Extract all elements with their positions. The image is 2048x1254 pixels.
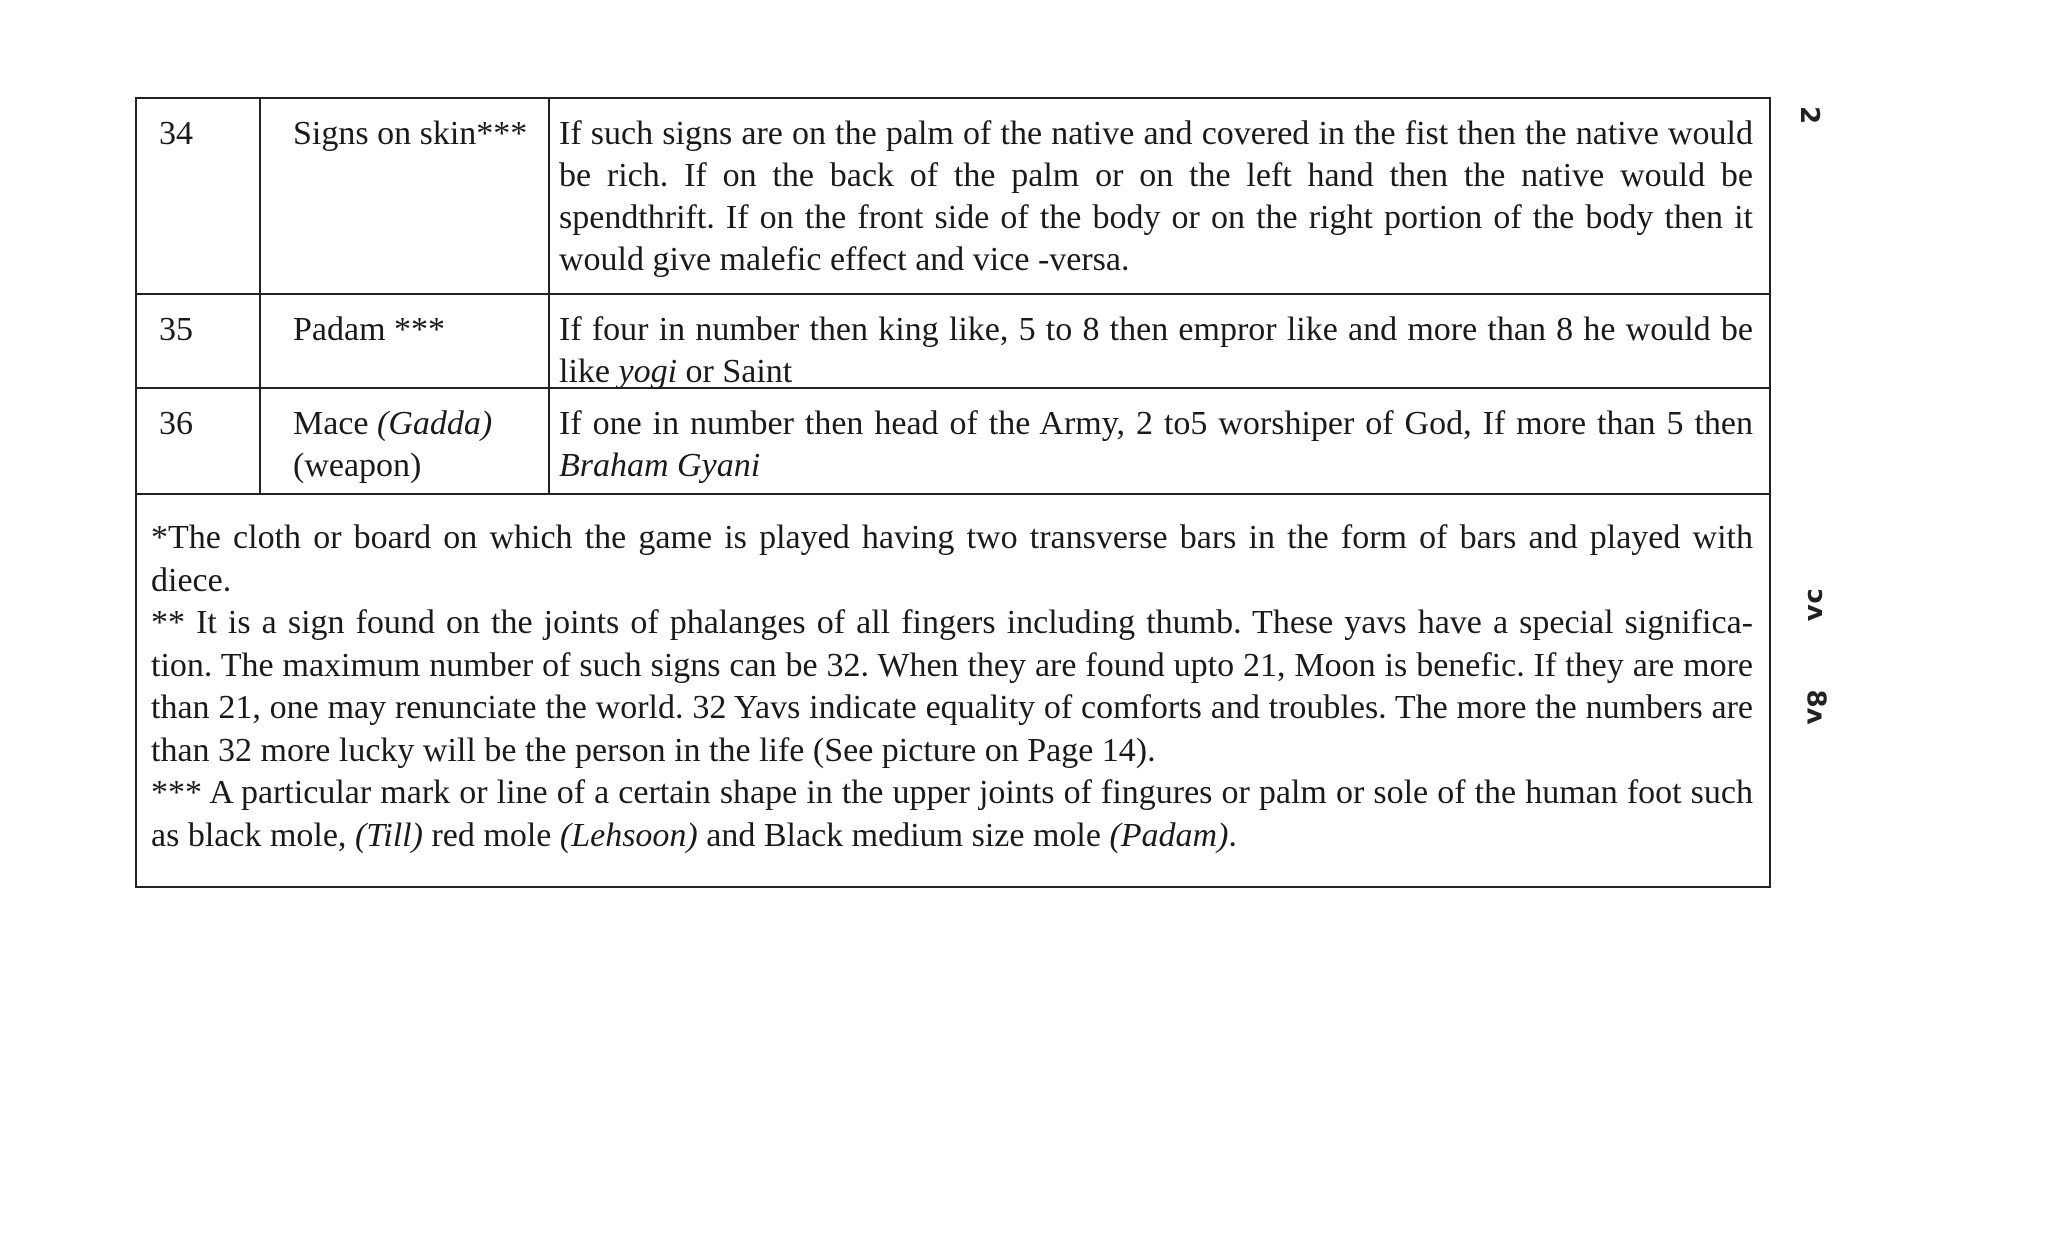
- table-row: [137, 389, 1769, 495]
- description-text: [559, 403, 1753, 487]
- footnote-3-italic-till: (Till): [354, 816, 423, 854]
- row-number: 36: [137, 389, 261, 493]
- name-pre: Mace: [293, 405, 378, 442]
- sign-description: [550, 389, 1769, 493]
- description-text: If such signs are on the palm of the native and covered in the fist then the native would be rich. If on the back of the palm or on the left hand then the native would be spendthrift. If on the front side of the body or on the right portion of the body then it would give malefic effect and vice -versa.: [559, 115, 1753, 278]
- name-italic: (Gadda): [377, 405, 493, 442]
- description-pre: If one in number then head of the Army, 2 to5 worshiper of God, If more than 5 then: [559, 405, 1753, 442]
- sign-name: Padam ***: [261, 295, 550, 387]
- description-pre: If four in number then king like, 5 to 8 then empror like and more than 8 he would be like: [559, 311, 1753, 390]
- footnote-3-end: .: [1228, 816, 1237, 854]
- sign-name: Signs on skin***: [261, 99, 550, 293]
- table-row: [137, 295, 1769, 389]
- footnote-3-pre: *** A particular mark or line of a certain shape in the upper joints of fingures or palm or sole of the human foot such as black mole,: [151, 774, 1753, 854]
- description-text: [559, 309, 1753, 393]
- row-number: 35: [137, 295, 261, 387]
- footnote-3-mid2: and Black medium size mole: [697, 816, 1110, 854]
- sign-name: [261, 389, 550, 493]
- description-italic: Braham Gyani: [559, 447, 761, 484]
- footnote-1: *The cloth or board on which the game is played having two transverse bars in the form of bars and played with diece.: [151, 519, 1753, 599]
- margin-symbol-a: ɔʌ: [1801, 588, 1832, 622]
- name-line2: (weapon): [293, 447, 422, 484]
- footnote-3-italic-padam: (Padam): [1109, 816, 1229, 854]
- description-post: or Saint: [677, 353, 793, 390]
- row-number: 34: [137, 99, 261, 293]
- footnote-3-italic-lehsoon: (Lehsoon): [559, 816, 698, 854]
- page-number-mark: 2: [1794, 105, 1825, 125]
- sign-description: [550, 99, 1769, 293]
- footnote-3-mid1: red mole: [422, 816, 560, 854]
- margin-symbol-b: 8ʌ: [1800, 689, 1831, 725]
- footnote-2: ** It is a sign found on the joints of phalanges of all fingers including thumb. These yavs have a special significa-tion. The maximum number of such signs can be 32. When they are found upto 21, Moon is benefic. If they are more than 21, one may renunciate the world. 32 Yavs indicate equality of comforts and troubles. The more the numbers are than 32 more lucky will be the person in the life (See picture on Page 14).: [151, 604, 1753, 769]
- footnote-3: [151, 772, 1753, 857]
- signs-table: [135, 97, 1771, 888]
- description-italic: yogi: [618, 353, 678, 390]
- footnotes: [137, 495, 1769, 886]
- sign-description: [550, 295, 1769, 390]
- table-row: [137, 99, 1769, 295]
